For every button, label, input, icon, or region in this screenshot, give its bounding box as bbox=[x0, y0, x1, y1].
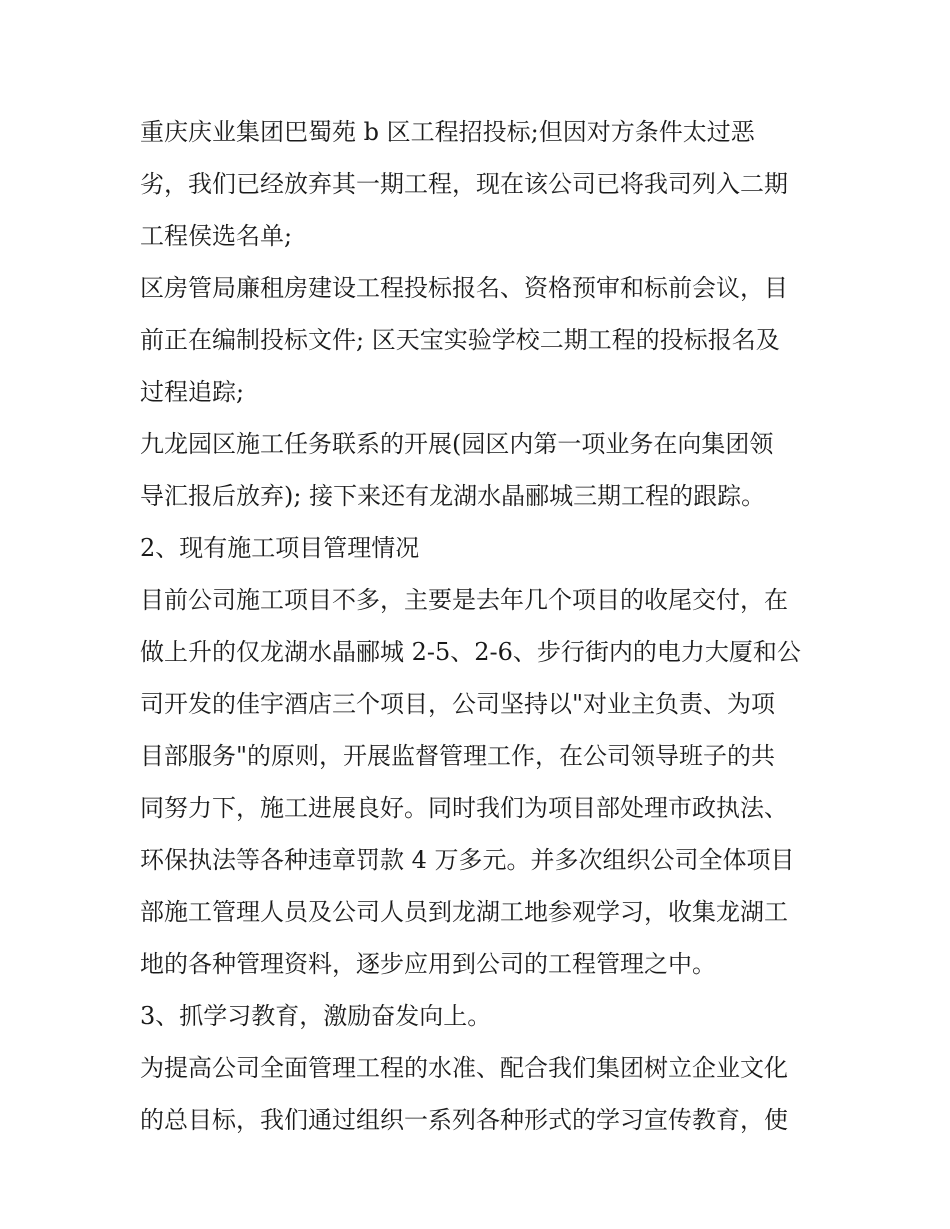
section-heading: 3、抓学习教育，激励奋发向上。 bbox=[140, 1002, 492, 1030]
text-line: 的总目标，我们通过组织一系列各种形式的学习宣传教育，使 bbox=[140, 1106, 788, 1134]
text-line: 目部服务"的原则，开展监督管理工作，在公司领导班子的共 bbox=[140, 742, 776, 770]
text-line: 区房管局廉租房建设工程投标报名、资格预审和标前会议，目 bbox=[140, 274, 788, 302]
text-line: 环保执法等各种违章罚款 4 万多元。并多次组织公司全体项目 bbox=[140, 846, 795, 874]
text-line: 部施工管理人员及公司人员到龙湖工地参观学习，收集龙湖工 bbox=[140, 898, 788, 926]
text-line: 地的各种管理资料，逐步应用到公司的工程管理之中。 bbox=[140, 950, 716, 978]
text-line: 前正在编制投标文件; 区天宝实验学校二期工程的投标报名及 bbox=[140, 326, 780, 354]
text-line: 司开发的佳宇酒店三个项目，公司坚持以"对业主负责、为项 bbox=[140, 690, 776, 718]
text-line: 为提高公司全面管理工程的水准、配合我们集团树立企业文化 bbox=[140, 1054, 788, 1082]
section-heading: 2、现有施工项目管理情况 bbox=[140, 534, 420, 562]
text-line: 做上升的仅龙湖水晶郦城 2-5、2-6、步行街内的电力大厦和公 bbox=[140, 638, 801, 666]
text-line: 九龙园区施工任务联系的开展(园区内第一项业务在向集团领 bbox=[140, 430, 774, 458]
document-body bbox=[140, 106, 820, 1146]
text-line: 劣，我们已经放弃其一期工程，现在该公司已将我司列入二期 bbox=[140, 170, 788, 198]
text-line: 同努力下，施工进展良好。同时我们为项目部处理市政执法、 bbox=[140, 794, 788, 822]
text-line: 过程追踪; bbox=[140, 378, 245, 406]
text-line: 目前公司施工项目不多，主要是去年几个项目的收尾交付，在 bbox=[140, 586, 788, 614]
text-line: 导汇报后放弃); 接下来还有龙湖水晶郦城三期工程的跟踪。 bbox=[140, 482, 766, 510]
text-line: 工程侯选名单; bbox=[140, 222, 293, 250]
text-line: 重庆庆业集团巴蜀苑 b 区工程招投标;但因对方条件太过恶 bbox=[140, 118, 755, 146]
